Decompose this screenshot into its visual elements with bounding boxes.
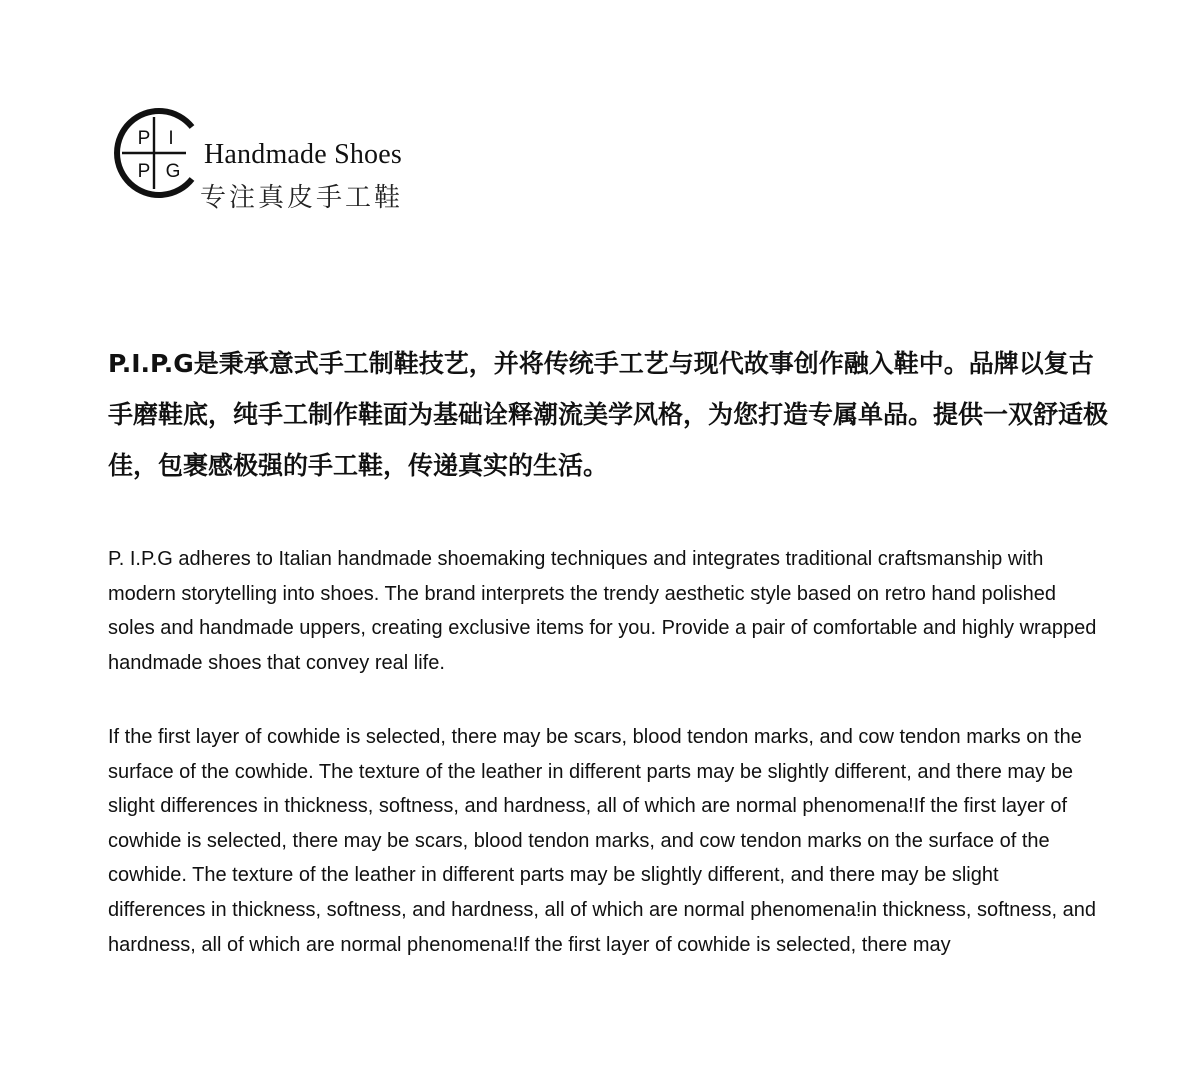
logo-letter-i: I — [168, 128, 174, 149]
intro-english-paragraph: P. I.P.G adheres to Italian handmade shoemaking techniques and integrates traditional craftsmanship with modern storytelling into shoes. The brand interprets the trendy aesthetic style based on retro hand polished soles and handmade uppers, creating exclusive items for you. Provide a pair of comfortable and highly wrapped handmade shoes that convey real life. — [108, 548, 1097, 674]
logo-letter-g: G — [165, 161, 181, 182]
pipg-logo-icon — [104, 103, 204, 203]
logo-letter-p-top: P — [137, 128, 151, 149]
intro-chinese-paragraph: P.I.P.G是秉承意式手工制鞋技艺，并将传统手工艺与现代故事创作融入鞋中。品牌以复古手磨鞋底，纯手工制作鞋面为基础诠释潮流美学风格，为您打造专属单品。提供一双舒适极佳，包裹感极强的手工鞋，传递真实的生活。 — [108, 349, 1109, 480]
logo-subtitle: 专注真皮手工鞋 — [200, 183, 404, 213]
brand-logo — [104, 103, 424, 215]
logo-letter-p-bottom: P — [137, 161, 151, 182]
logo-title: Handmade Shoes — [204, 139, 402, 170]
leather-notice-paragraph: If the first layer of cowhide is selected, there may be scars, blood tendon marks, and cow tendon marks on the surface of the cowhide. The texture of the leather in different parts may be slightly different, and there may be slight differences in thickness, softness, and hardness, all of which are normal phenomena!If the first layer of cowhide is selected, there may be scars, blood tendon marks, and cow tendon marks on the surface of the cowhide. The texture of the leather in different parts may be slightly different, and there may be slight differences in thickness, softness, and hardness, all of which are normal phenomena!in thickness, softness, and hardness, all of which are normal phenomena!If the first layer of cowhide is selected, there may — [108, 726, 1096, 956]
